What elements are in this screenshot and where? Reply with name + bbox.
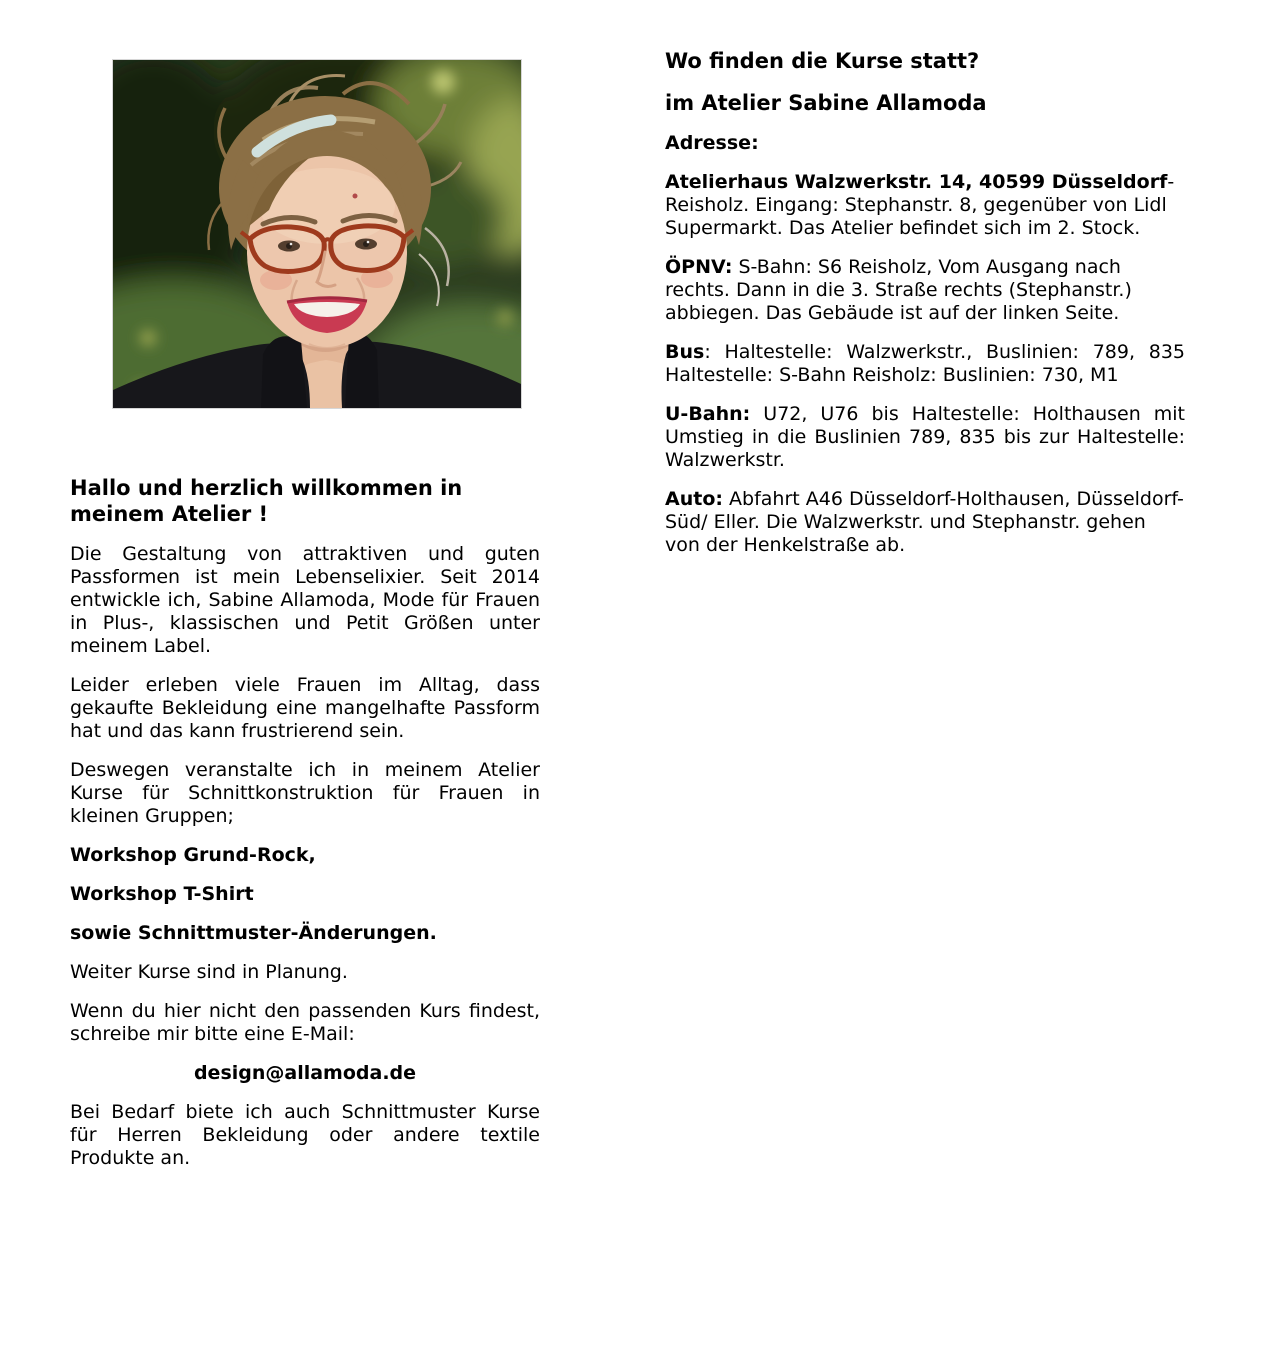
address-paragraph [665,171,1185,240]
atelier-heading: im Atelier Sabine Allamoda [665,91,987,115]
workshop-aenderungen-line: sowie Schnittmuster-Änderungen. [70,922,437,944]
portrait-photo [113,60,521,408]
left-heading: Hallo und herzlich willkommen in meinem Atelier ! [70,476,463,526]
oepnv-paragraph [665,256,1185,325]
email-address: design@allamoda.de [193,1062,417,1084]
courses-paragraph: Deswegen veranstalte ich in meinem Atelier Kurse für Schnittkonstruktion für Frauen in kleinen Gruppen; [70,759,540,827]
address-rest: - Reisholz. Eingang: Stephanstr. 8, gegenüber von Lidl Supermarkt. Das Atelier befindet sich im 2. Stock. [665,171,1175,239]
auto-rest: Abfahrt A46 Düsseldorf-Holthausen, Düsseldorf-Süd/ Eller. Die Walzwerkstr. und Stephanstr. gehen von der Henkelstraße ab. [665,488,1184,556]
auto-paragraph [665,488,1185,557]
intro-paragraph: Die Gestaltung von attraktiven und guten Passformen ist mein Lebenselixier. Seit 2014 entwickle ich, Sabine Allamoda, Mode für Frauen in Plus-, klassischen und Petit Größen unter meinem Label. [70,543,540,657]
email-invitation: Wenn du hier nicht den passenden Kurs findest, schreibe mir bitte eine E-Mail: [70,1000,540,1045]
address-lead: Atelierhaus Walzwerkstr. 14, 40599 Düsseldorf [665,171,1168,193]
problem-paragraph: Leider erleben viele Frauen im Alltag, dass gekaufte Bekleidung eine mangelhafte Passform hat und das kann frustrierend sein. [70,674,540,742]
left-column [70,0,540,1186]
ubahn-rest: U72, U76 bis Haltestelle: Holthausen mit Umstieg in die Buslinien 789, 835 bis zur Haltestelle: Walzwerkstr. [665,403,1185,471]
portrait-photo-graphic [113,60,521,408]
address-label: Adresse: [665,132,759,154]
location-heading: Wo finden die Kurse statt? [665,49,980,73]
more-courses-note: Weiter Kurse sind in Planung. [70,961,348,983]
bus-lead: Bus [665,341,705,363]
bus-rest: : Haltestelle: Walzwerkstr., Buslinien: 789, 835 Haltestelle: S-Bahn Reisholz: Buslinien: 730, M1 [665,341,1185,386]
right-column [665,48,1185,573]
bus-paragraph [665,341,1185,387]
oepnv-rest: S-Bahn: S6 Reisholz, Vom Ausgang nach rechts. Dann in die 3. Straße rechts (Stephanstr.) abbiegen. Das Gebäude ist auf der linken Seite. [665,256,1132,324]
ubahn-paragraph [665,403,1185,472]
ubahn-lead: U-Bahn: [665,403,751,425]
workshop-grund-rock-line: Workshop Grund-Rock, [70,844,316,866]
auto-lead: Auto: [665,488,723,510]
custom-offer-paragraph: Bei Bedarf biete ich auch Schnittmuster Kurse für Herren Bekleidung oder andere textile Produkte an. [70,1101,540,1169]
oepnv-lead: ÖPNV: [665,256,733,278]
workshop-t-shirt-line: Workshop T-Shirt [70,883,254,905]
